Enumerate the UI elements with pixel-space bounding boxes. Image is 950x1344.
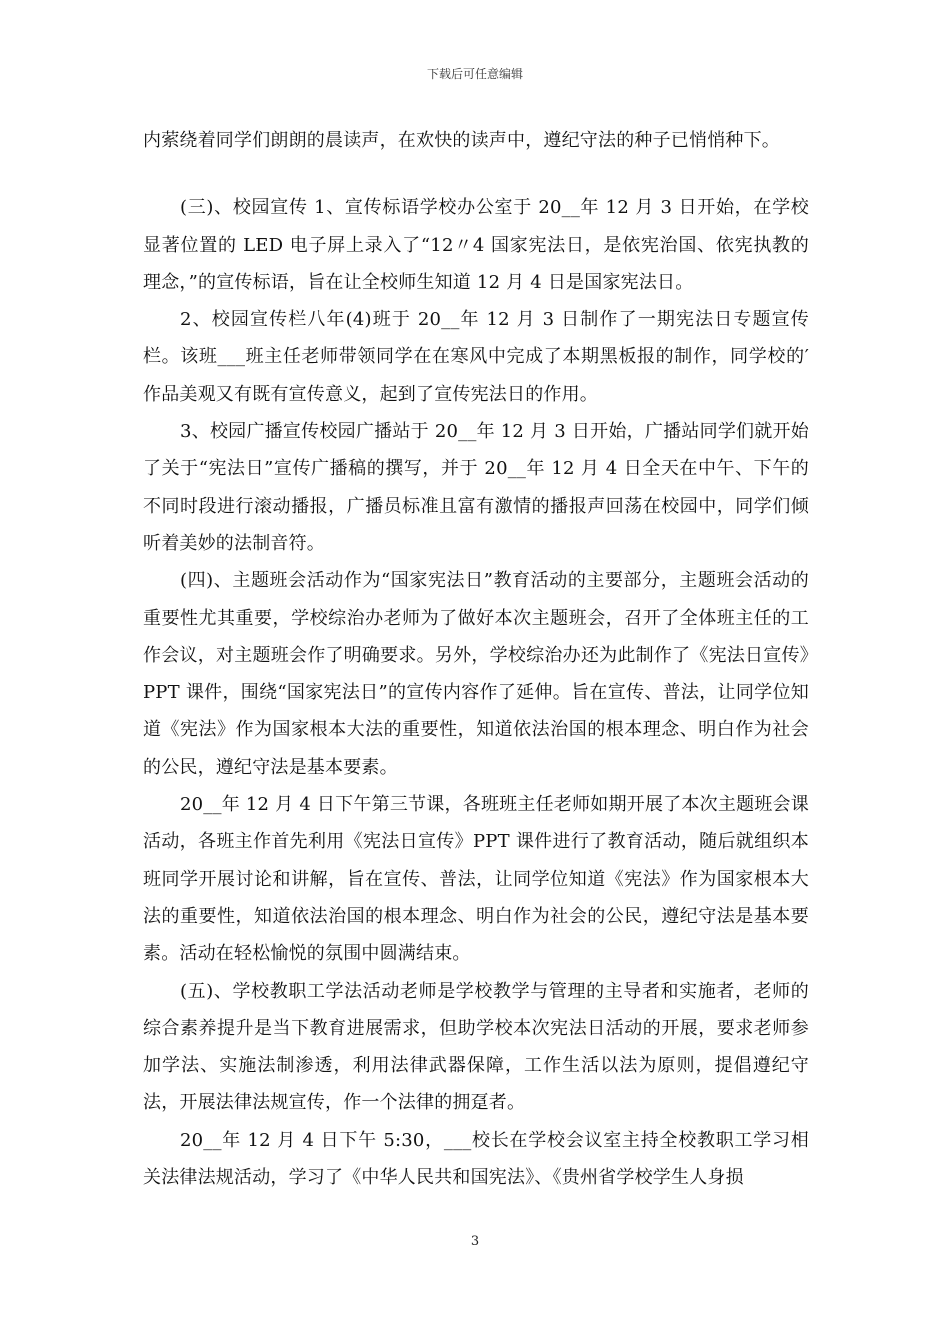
- page-number: 3: [470, 1234, 480, 1249]
- paragraph-staff-study: (五)、学校教职工学法活动老师是学校教学与管理的主导者和实施者，老师的综合素养提升是当下教育进展需求，但助学校本次宪法日活动的开展，要求老师参加学法、实施法制渗透，利用法律武器保障，工作生活以法为原则，提倡遵纪守法，开展法律法规宣传，作一个法律的拥趸者。: [143, 980, 809, 1114]
- paragraph-campus-broadcast: 3、校园广播宣传校园广播站于 20__年 12 月 3 日开始，广播站同学们就开始了关于“宪法日”宣传广播稿的撰写，并于 20__年 12 月 4 日全天在中午、下午的不同时段进行滚动播报，广播员标准且富有激情的播报声回荡在校园中，同学们倾听着美妙的法制音符。: [143, 421, 809, 554]
- page-header: 下载后可任意编辑: [426, 67, 523, 81]
- document-body: [143, 122, 809, 1196]
- paragraph-continuation: 内萦绕着同学们朗朗的晨读声，在欢快的读声中，遵纪守法的种子已悄悄种下。: [143, 130, 780, 151]
- paragraph-bulletin-board: 2、校园宣传栏八年(4)班于 20__年 12 月 3 日制作了一期宪法日专题宣传栏。该班___班主任老师带领同学在在寒风中完成了本期黑板报的制作，同学校的′作品美观又有既有宣传意义，起到了宣传宪法日的作用。: [143, 309, 809, 405]
- paragraph-class-activity: 20__年 12 月 4 日下午第三节课，各班班主任老师如期开展了本次主题班会课活动，各班主作首先利用《宪法日宣传》PPT 课件进行了教育活动，随后就组织本班同学开展讨论和讲解，旨在宣传、普法，让同学位知道《宪法》作为国家根本大法的重要性，知道依法治国的根本理念、明白作为社会的公民，遵纪守法是基本要素。活动在轻松愉悦的氛围中圆满结束。: [143, 794, 809, 965]
- paragraph-staff-meeting: 20__年 12 月 4 日下午 5:30，___校长在学校会议室主持全校教职工学习相关法律法规活动，学习了《中华人民共和国宪法》、《贵州省学校学生人身损: [143, 1129, 809, 1189]
- paragraph-campus-publicity: (三)、校园宣传 1、宣传标语学校办公室于 20__年 12 月 3 日开始，在学校显著位置的 LED 电子屏上录入了“12〃4 国家宪法日，是依宪治国、依宪执教的理念，”的宣传标语，旨在让全校师生知道 12 月 4 日是国家宪法日。: [143, 197, 809, 293]
- paragraph-class-meeting: (四)、主题班会活动作为“国家宪法日”教育活动的主要部分，主题班会活动的重要性尤其重要，学校综治办老师为了做好本次主题班会，召开了全体班主任的工作会议，对主题班会作了明确要求。另外，学校综治办还为此制作了《宪法日宣传》PPT 课件，围绕“国家宪法日”的宣传内容作了延伸。旨在宣传、普法，让同学位知道《宪法》作为国家根本大法的重要性，知道依法治国的根本理念、明白作为社会的公民，遵纪守法是基本要素。: [143, 570, 809, 778]
